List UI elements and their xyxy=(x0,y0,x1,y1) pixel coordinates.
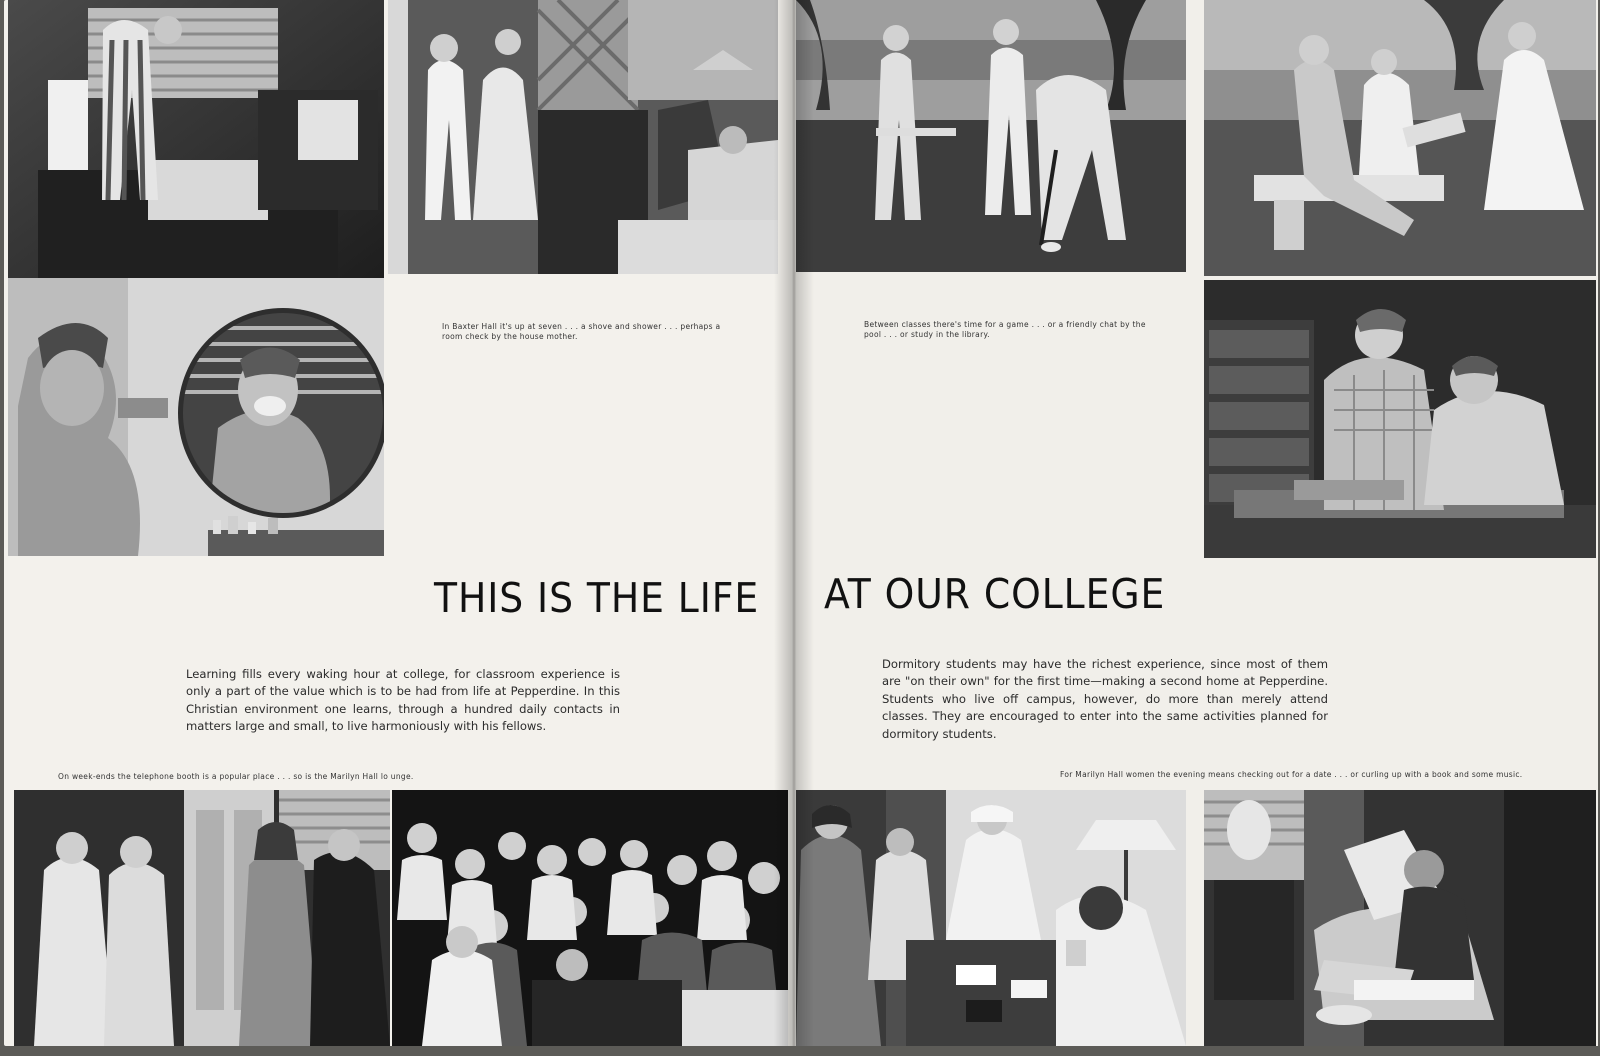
photo-shaving-mirror xyxy=(8,278,384,556)
photo-croquet-game xyxy=(796,0,1186,272)
caption-weekends: On week-ends the telephone booth is a popular place . . . so is the Marilyn Hall lo unge. xyxy=(58,772,414,781)
caption-between-classes: Between classes there's time for a game . . . or a friendly chat by the pool . . . or study in the library. xyxy=(864,320,1146,339)
photo-telephone-booth xyxy=(14,790,390,1046)
photo-reading-with-music xyxy=(1204,790,1596,1046)
photo-house-mother-room-check xyxy=(388,0,778,274)
photo-lounge-piano xyxy=(392,790,788,1046)
photo-chat-by-pool xyxy=(1204,0,1596,276)
headline-right: AT OUR COLLEGE xyxy=(824,570,1166,618)
photo-dorm-room-packing xyxy=(8,0,384,278)
caption-marilyn-hall-women: For Marilyn Hall women the evening means checking out for a date . . . or curling up with a book and some music. xyxy=(1060,770,1523,779)
photo-checking-out-for-date xyxy=(796,790,1186,1046)
body-text-left: Learning fills every waking hour at college, for classroom experience is only a part of the value which is to be had from life at Pepperdine. In this Christian environment one learns, through a hundred daily contacts in matters large and small, to live harmoniously with his fellows. xyxy=(186,667,620,734)
body-text-right: Dormitory students may have the richest experience, since most of them are "on their own" for the first time—making a second home at Pepperdine. Students who live off campus, however, do more than merely attend classes. They are encouraged to enter into the same activities planned for dormitory students. xyxy=(882,657,1328,741)
caption-baxter-hall: In Baxter Hall it's up at seven . . . a shove and shower . . . perhaps a room check by the house mother. xyxy=(442,322,721,341)
headline-left: THIS IS THE LIFE xyxy=(434,574,760,622)
photo-library-study xyxy=(1204,280,1596,558)
